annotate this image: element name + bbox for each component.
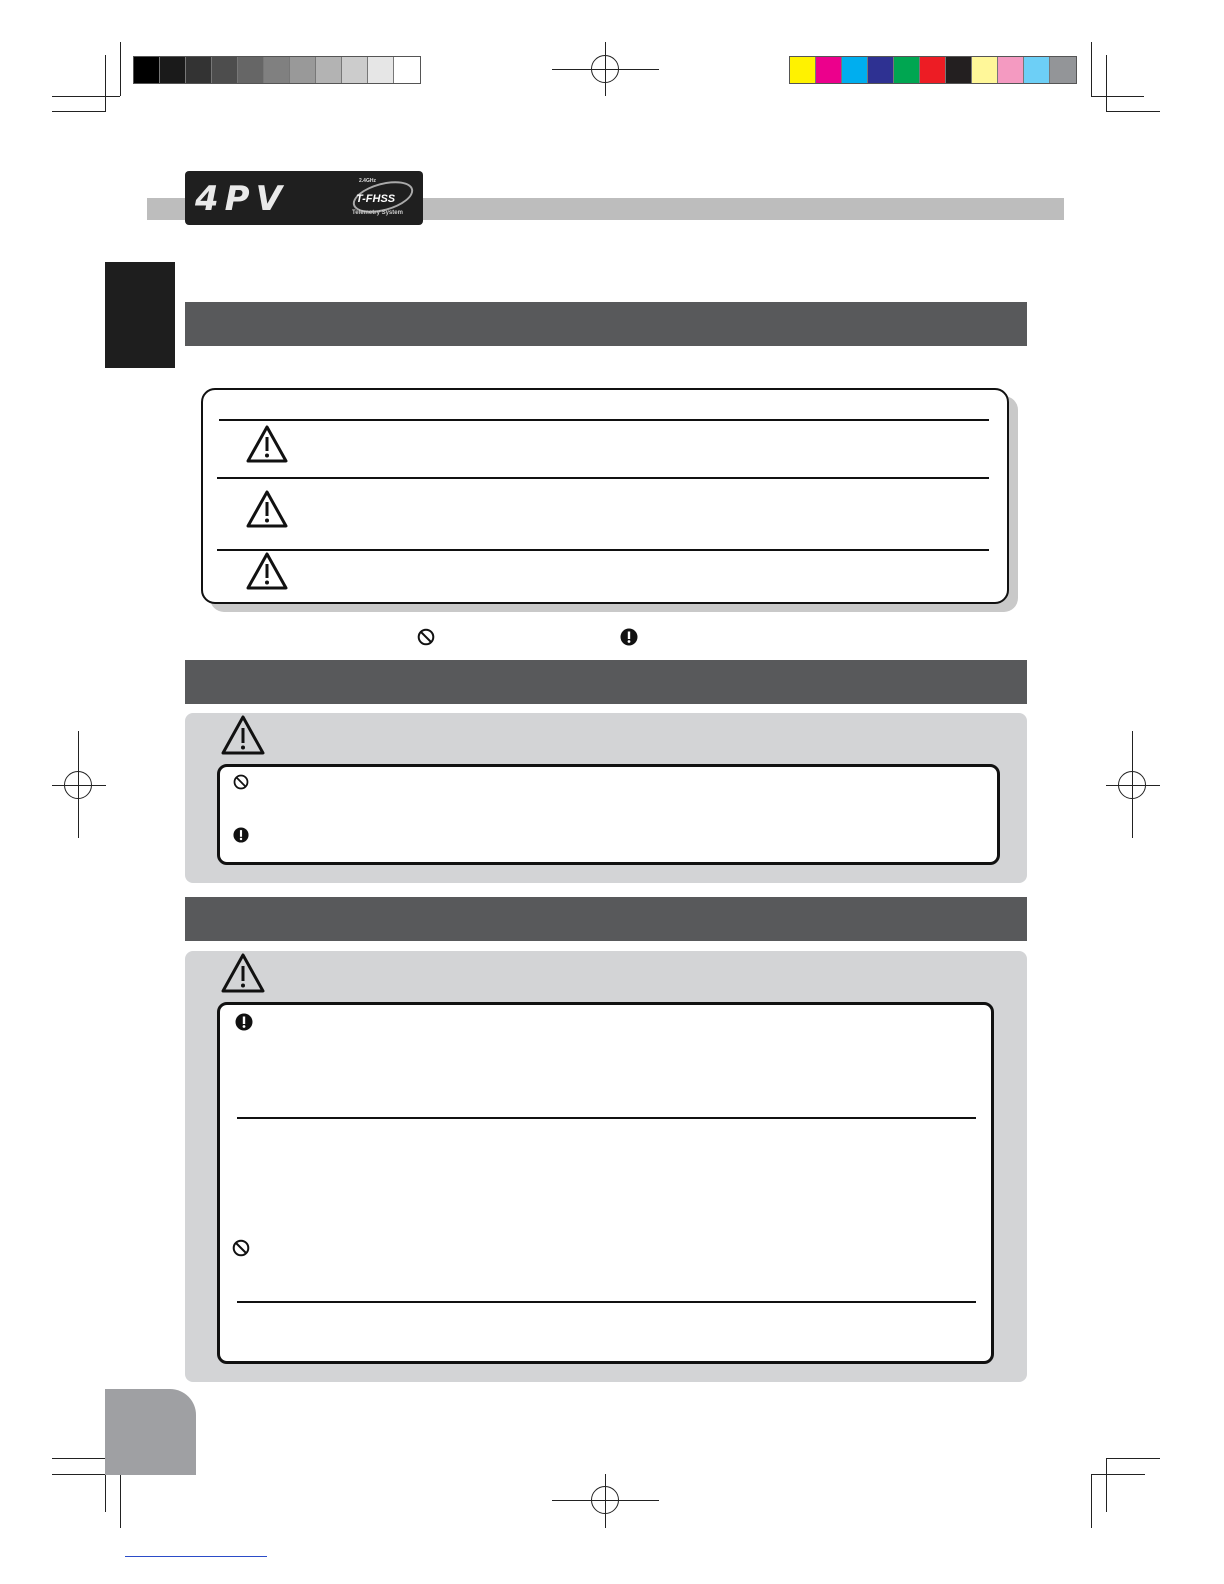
warning-content-box-1 <box>217 764 1000 865</box>
symbol-legend-box <box>201 388 1009 604</box>
logo-band: 2.4GHz <box>359 178 376 184</box>
content-divider <box>237 1301 976 1303</box>
mandatory-icon <box>620 628 638 646</box>
color-swatch <box>1024 57 1050 83</box>
content-divider <box>237 1117 976 1119</box>
product-logo <box>185 171 423 225</box>
link-underline <box>125 1556 267 1557</box>
color-swatch <box>816 57 842 83</box>
color-swatch <box>212 57 238 83</box>
section-heading-bar-1 <box>185 302 1027 346</box>
logo-text: 4PV <box>195 179 288 219</box>
mandatory-icon <box>235 1013 253 1031</box>
section-side-tab <box>105 262 175 368</box>
color-swatch <box>290 57 316 83</box>
page-number-tab <box>105 1389 196 1475</box>
color-swatch <box>134 57 160 83</box>
warning-triangle-icon <box>220 713 266 757</box>
legend-divider <box>219 419 989 421</box>
warning-triangle-icon <box>220 951 266 995</box>
process-color-bar <box>789 56 1077 84</box>
prohibited-icon <box>417 628 435 646</box>
color-swatch <box>264 57 290 83</box>
color-swatch <box>946 57 972 83</box>
warning-triangle-icon <box>245 424 289 464</box>
color-swatch <box>316 57 342 83</box>
legend-divider <box>217 477 989 479</box>
color-swatch <box>894 57 920 83</box>
color-swatch <box>868 57 894 83</box>
warning-content-box-2 <box>217 1002 994 1364</box>
color-swatch <box>972 57 998 83</box>
color-swatch <box>238 57 264 83</box>
color-swatch <box>186 57 212 83</box>
warning-triangle-icon <box>245 551 289 591</box>
color-swatch <box>342 57 368 83</box>
color-swatch <box>160 57 186 83</box>
warning-panel-1 <box>185 713 1027 883</box>
color-swatch <box>1050 57 1076 83</box>
grayscale-color-bar <box>133 56 421 84</box>
color-swatch <box>998 57 1024 83</box>
color-swatch <box>790 57 816 83</box>
color-swatch <box>394 57 420 83</box>
mandatory-icon <box>233 827 249 843</box>
warning-triangle-icon <box>245 489 289 529</box>
section-heading-bar-3 <box>185 897 1027 941</box>
warning-panel-2 <box>185 951 1027 1382</box>
section-heading-bar-2 <box>185 660 1027 704</box>
logo-tagline: Telemetry System <box>352 210 403 216</box>
legend-divider <box>217 549 989 551</box>
color-swatch <box>842 57 868 83</box>
prohibited-icon <box>232 1239 250 1257</box>
prohibited-icon <box>233 774 249 790</box>
color-swatch <box>368 57 394 83</box>
color-swatch <box>920 57 946 83</box>
logo-system: T-FHSS <box>356 193 396 205</box>
